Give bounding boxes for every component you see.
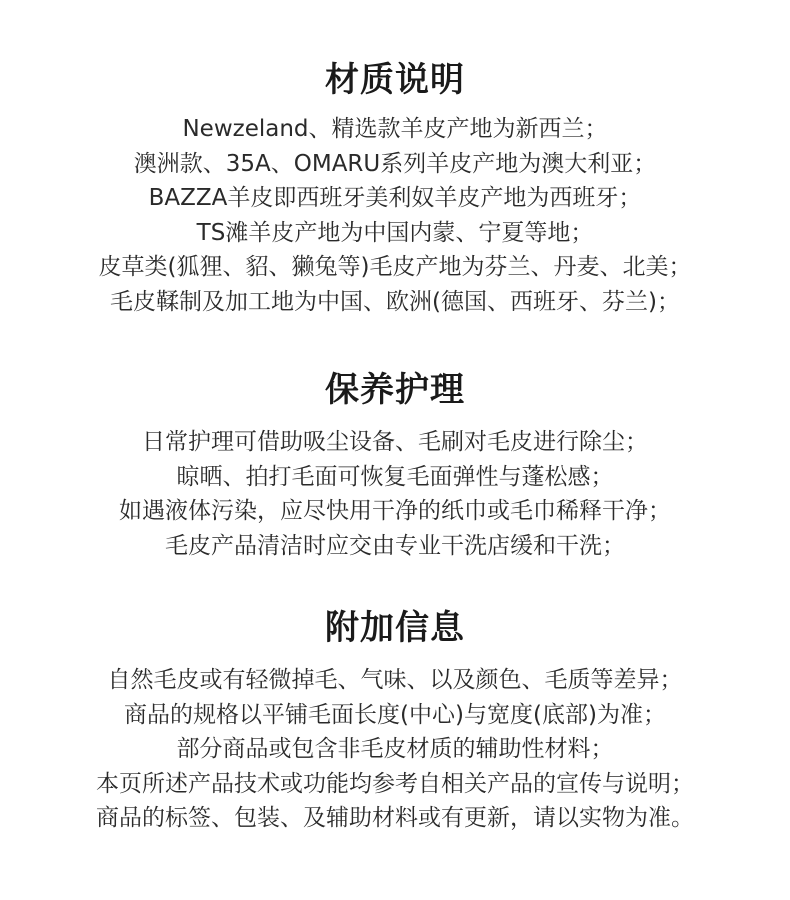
text-line: 澳洲款、35A、OMARU系列羊皮产地为澳大利亚； bbox=[133, 150, 657, 177]
material-lines bbox=[0, 112, 790, 319]
text-line: 日常护理可借助吸尘设备、毛刷对毛皮进行除尘； bbox=[142, 429, 648, 455]
text-line: 如遇液体污染，应尽快用干净的纸巾或毛巾稀释干净； bbox=[119, 498, 671, 524]
additional-info-section bbox=[0, 608, 790, 836]
section-title: 保养护理 bbox=[325, 370, 465, 410]
text-line: 商品的规格以平铺毛面长度(中心)与宽度(底部)为准； bbox=[124, 701, 666, 728]
text-line: 本页所述产品技术或功能均参考自相关产品的宣传与说明； bbox=[96, 770, 694, 797]
additional-info-lines bbox=[0, 663, 790, 836]
section-title: 附加信息 bbox=[325, 608, 465, 648]
text-line: 毛皮产品清洁时应交由专业干洗店缓和干洗； bbox=[165, 532, 625, 559]
care-section bbox=[0, 370, 790, 563]
text-line: 部分商品或包含非毛皮材质的辅助性材料； bbox=[176, 736, 614, 762]
section-title: 材质说明 bbox=[325, 60, 465, 100]
text-line: 晾晒、拍打毛面可恢复毛面弹性与蓬松感； bbox=[176, 463, 614, 490]
text-line: 毛皮鞣制及加工地为中国、欧洲(德国、西班牙、芬兰)； bbox=[110, 288, 680, 315]
material-section bbox=[0, 60, 790, 319]
text-line: 商品的标签、包装、及辅助材料或有更新，请以实物为准。 bbox=[96, 805, 694, 831]
text-line: BAZZA羊皮即西班牙美利奴羊皮产地为西班牙； bbox=[148, 185, 642, 211]
text-line: 皮草类(狐狸、貂、獭兔等)毛皮产地为芬兰、丹麦、北美； bbox=[98, 254, 692, 280]
text-line: 自然毛皮或有轻微掉毛、气味、以及颜色、毛质等差异； bbox=[107, 667, 683, 693]
text-line: Newzeland、精选款羊皮产地为新西兰； bbox=[182, 116, 608, 142]
text-line: TS滩羊皮产地为中国内蒙、宁夏等地； bbox=[196, 219, 594, 246]
care-lines bbox=[0, 425, 790, 563]
